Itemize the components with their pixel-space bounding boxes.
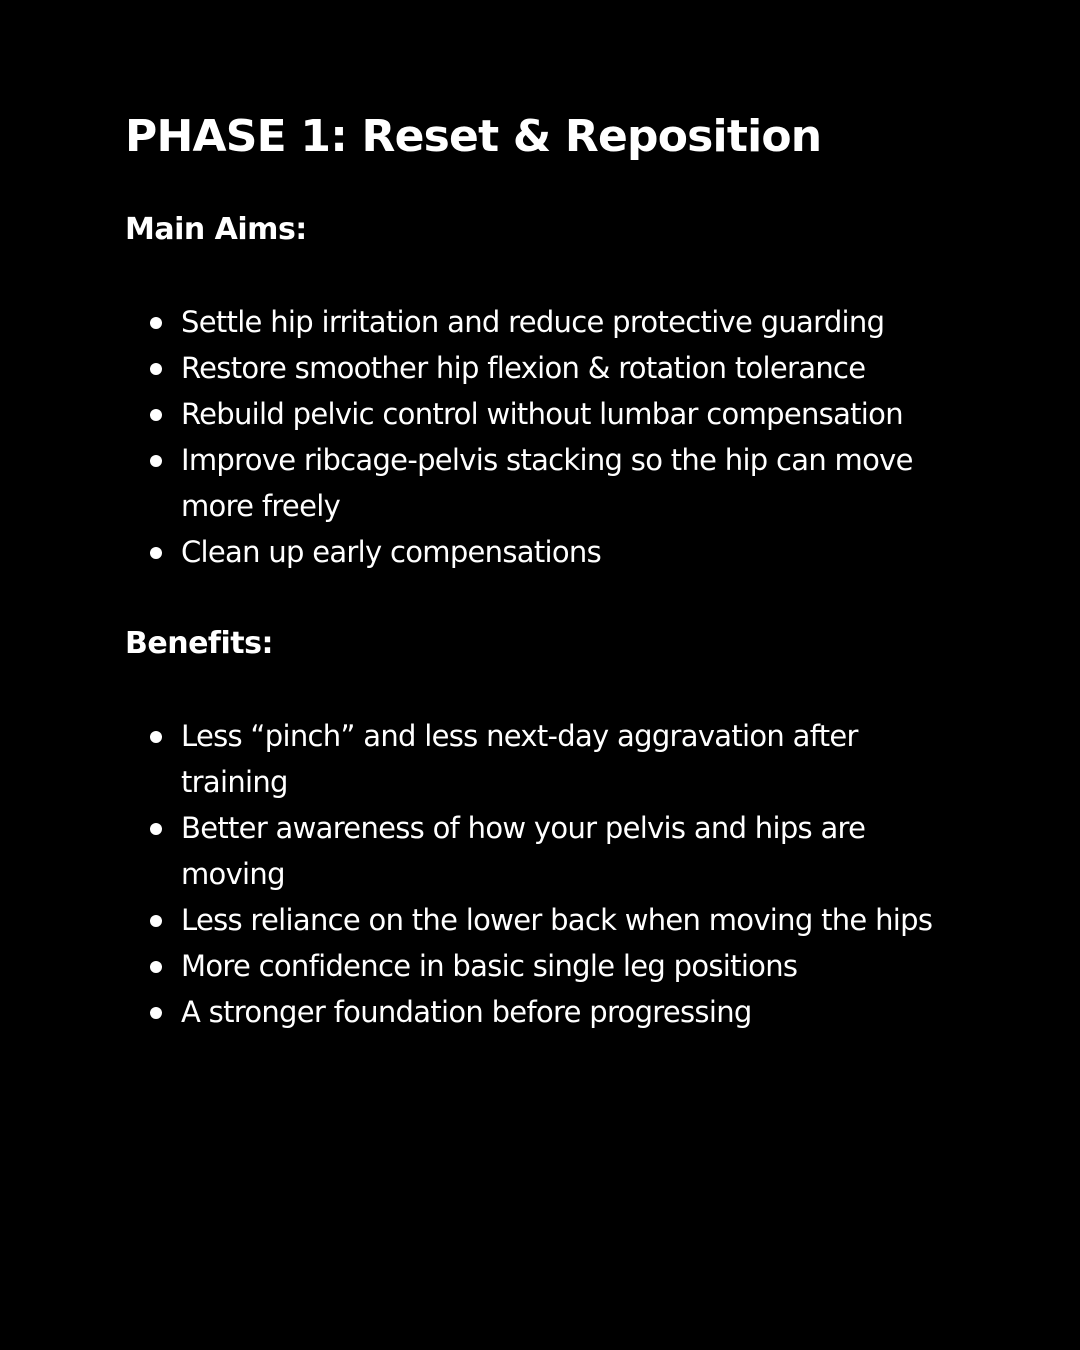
bullet-icon [150, 961, 162, 973]
list-item-text: Less reliance on the lower back when moving the hips [181, 903, 933, 937]
list-item-text: More confidence in basic single leg positions [181, 949, 798, 983]
bullet-icon [150, 823, 162, 835]
page-title: PHASE 1: Reset & Reposition [125, 111, 822, 162]
list-item-text: Improve ribcage-pelvis stacking so the hip can move more freely [181, 443, 913, 523]
list-item-text: Better awareness of how your pelvis and hips are moving [181, 811, 866, 891]
list-item [125, 437, 945, 529]
bullet-icon [150, 317, 162, 329]
list-item-text: Restore smoother hip flexion & rotation tolerance [181, 351, 866, 385]
benefits-list [125, 713, 945, 1035]
list-item [125, 897, 945, 943]
list-item [125, 805, 945, 897]
list-item [125, 391, 945, 437]
list-item [125, 299, 945, 345]
main-aims-list [125, 299, 945, 575]
document-page [125, 104, 945, 1035]
bullet-icon [150, 455, 162, 467]
list-item-text: Settle hip irritation and reduce protective guarding [181, 305, 885, 339]
list-item-text: Less “pinch” and less next-day aggravation after training [181, 719, 858, 799]
bullet-icon [150, 547, 162, 559]
benefits-heading: Benefits: [125, 626, 273, 661]
list-item [125, 345, 945, 391]
list-item [125, 989, 945, 1035]
list-item-text: Clean up early compensations [181, 535, 602, 569]
bullet-icon [150, 409, 162, 421]
list-item-text: Rebuild pelvic control without lumbar compensation [181, 397, 903, 431]
bullet-icon [150, 731, 162, 743]
bullet-icon [150, 363, 162, 375]
main-aims-heading: Main Aims: [125, 212, 307, 247]
list-item [125, 713, 945, 805]
bullet-icon [150, 1007, 162, 1019]
list-item-text: A stronger foundation before progressing [181, 995, 752, 1029]
list-item [125, 529, 945, 575]
list-item [125, 943, 945, 989]
bullet-icon [150, 915, 162, 927]
